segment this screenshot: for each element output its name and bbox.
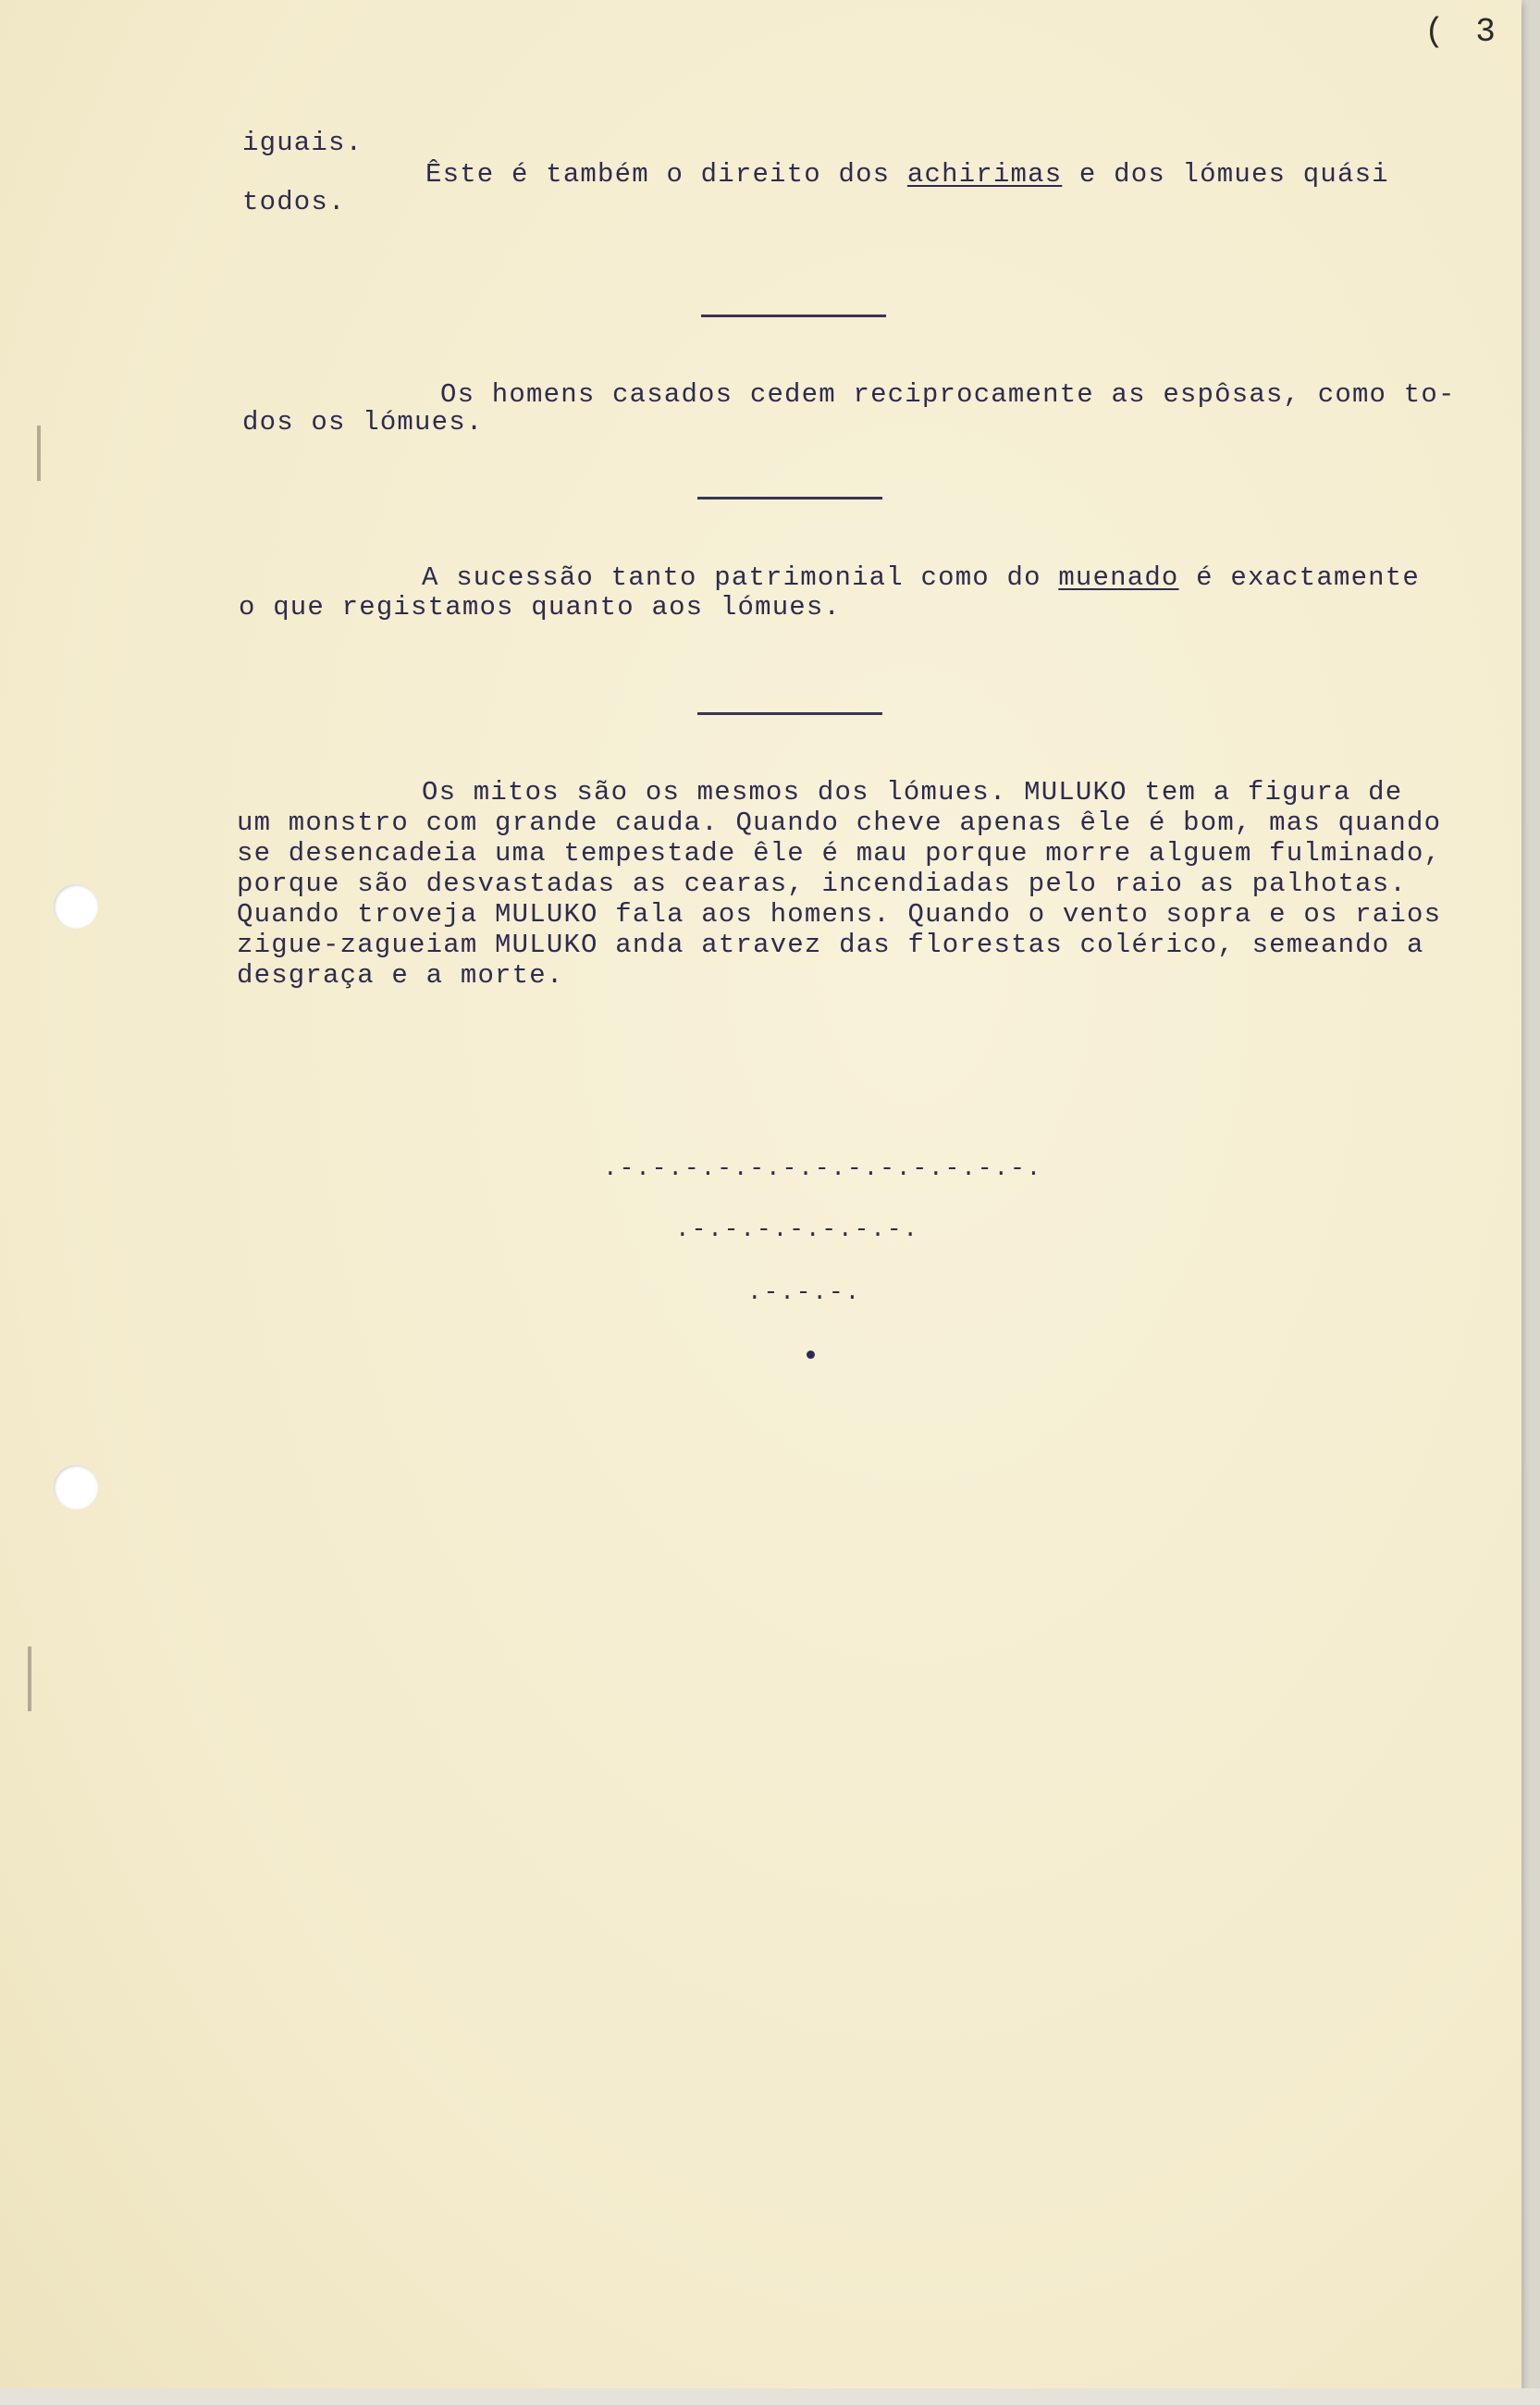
separator-rule-3 [697,712,882,715]
p2-line2: dos os lómues. [242,407,484,438]
p4-line6: zigue-zagueiam MULUKO anda atravez das florestas colérico, semeando a [237,930,1424,960]
p3-line1-start: A sucessão tanto patrimonial como do [422,562,1059,593]
p1-line2 [425,159,1389,190]
margin-mark-lower [28,1646,31,1711]
ornament-row-2: .-.-.-.-.-.-.-. [675,1215,920,1243]
p3-line1-end: é exactamente [1178,562,1420,593]
p1-line2-end: e dos lómues quási [1062,159,1389,190]
p1-underlined-word: achirimas [906,159,1063,190]
punch-hole-upper [54,884,98,929]
ornament-final-dot [807,1350,815,1359]
p3-underlined-word: muenado [1058,562,1179,593]
separator-rule-2 [697,497,882,500]
p3-line2: o que registamos quanto aos lómues. [239,592,842,623]
p4-line3: se desencadeia uma tempestade êle é mau porque morre alguem fulminado, [237,838,1442,869]
p4-line7: desgraça e a morte. [237,960,564,991]
punch-hole-lower [54,1465,98,1510]
p4-line1: Os mitos são os mesmos dos lómues. MULUKO tem a figura de [422,777,1403,808]
p4-line4: porque são desvastadas as cearas, incendiadas pelo raio as palhotas. [237,869,1407,899]
page-number: ( 3 [1424,13,1501,51]
p1-line3: todos. [242,187,346,217]
p1-line1: iguais. [242,128,363,158]
p1-line2-start: Êste é também o direito dos [425,159,907,190]
separator-rule-1 [701,314,886,317]
ornament-row-1: .-.-.-.-.-.-.-.-.-.-.-.-.-. [603,1154,1043,1182]
p2-line1: Os homens casados cedem reciprocamente as espôsas, como to- [440,379,1456,410]
scan-bottom-edge [0,2388,1540,2405]
ornament-row-3: .-.-.-. [747,1278,862,1306]
p4-line5: Quando troveja MULUKO fala aos homens. Quando o vento sopra e os raios [237,899,1442,930]
p3-line1 [422,562,1420,593]
margin-mark-upper [37,426,41,481]
p4-line2: um monstro com grande cauda. Quando cheve apenas êle é bom, mas quando [237,808,1442,838]
